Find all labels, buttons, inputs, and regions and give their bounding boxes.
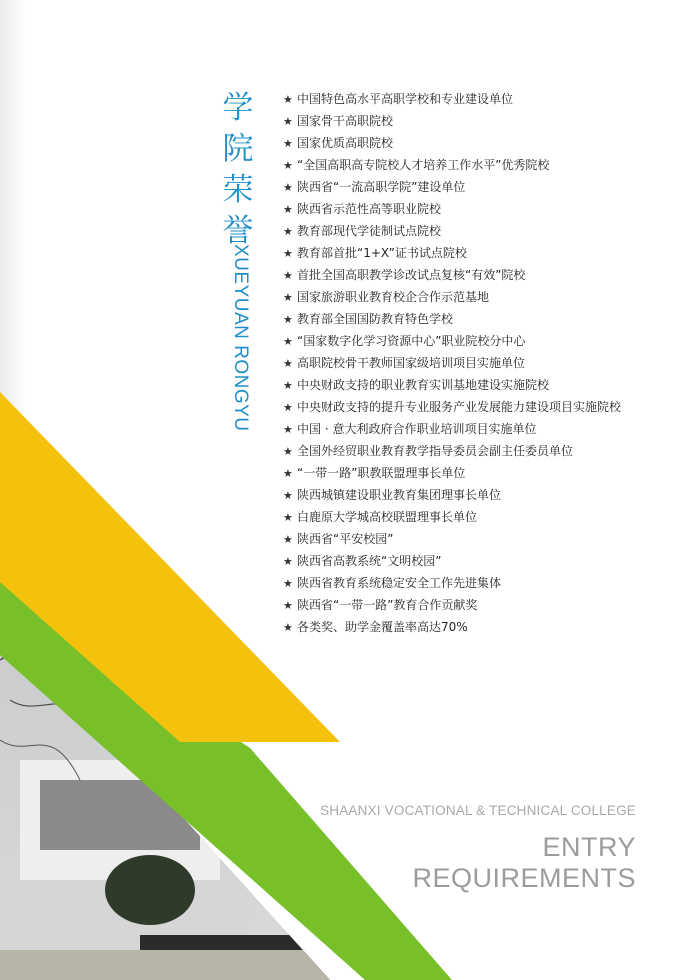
star-icon: ★	[283, 181, 293, 194]
honor-item	[283, 506, 693, 528]
honor-item	[283, 198, 693, 220]
honor-text: 陕西省“一带一路”教育合作贡献奖	[297, 598, 478, 612]
honor-item	[283, 132, 693, 154]
footer	[320, 803, 636, 894]
star-icon: ★	[283, 291, 293, 304]
star-icon: ★	[283, 577, 293, 590]
honor-text: 陕西城镇建设职业教育集团理事长单位	[297, 488, 502, 502]
star-icon: ★	[283, 599, 293, 612]
honor-item	[283, 352, 693, 374]
honor-item	[283, 594, 693, 616]
honor-text: 教育部全国国防教育特色学校	[297, 312, 454, 326]
honor-text: 陕西省“平安校园”	[297, 532, 394, 546]
honor-item	[283, 462, 693, 484]
title-char: 院	[222, 131, 254, 167]
star-icon: ★	[283, 379, 293, 392]
star-icon: ★	[283, 159, 293, 172]
star-icon: ★	[283, 511, 293, 524]
honor-item	[283, 176, 693, 198]
honor-text: 国家骨干高职院校	[297, 114, 394, 128]
honor-text: 教育部现代学徒制试点院校	[297, 224, 442, 238]
honor-item	[283, 286, 693, 308]
honor-item	[283, 484, 693, 506]
entry-requirements-heading	[320, 832, 636, 894]
requirements-line: REQUIREMENTS	[412, 863, 636, 893]
honor-item	[283, 110, 693, 132]
honor-text: 中国特色高水平高职学校和专业建设单位	[297, 92, 514, 106]
honor-item	[283, 572, 693, 594]
star-icon: ★	[283, 335, 293, 348]
honor-item	[283, 308, 693, 330]
star-icon: ★	[283, 445, 293, 458]
honor-text: 国家优质高职院校	[297, 136, 394, 150]
honor-text: “国家数字化学习资源中心”职业院校分中心	[297, 334, 526, 348]
star-icon: ★	[283, 137, 293, 150]
star-icon: ★	[283, 489, 293, 502]
honor-item	[283, 418, 693, 440]
honor-text: 陕西省示范性高等职业院校	[297, 202, 442, 216]
honor-text: 陕西省高教系统“文明校园”	[297, 554, 442, 568]
entry-line: ENTRY	[542, 832, 636, 862]
title-chinese	[218, 88, 258, 252]
honor-item	[283, 220, 693, 242]
star-icon: ★	[283, 533, 293, 546]
star-icon: ★	[283, 401, 293, 414]
honor-item	[283, 440, 693, 462]
title-char: 荣	[222, 172, 254, 208]
honor-text: 白鹿原大学城高校联盟理事长单位	[297, 510, 478, 524]
honor-text: 各类奖、助学金覆盖率高达70%	[297, 620, 468, 634]
honor-item	[283, 330, 693, 352]
star-icon: ★	[283, 115, 293, 128]
honor-item	[283, 88, 693, 110]
honor-text: 教育部首批“1+X”证书试点院校	[297, 246, 467, 260]
honor-text: 中央财政支持的职业教育实训基地建设实施院校	[297, 378, 550, 392]
honor-text: 首批全国高职教学诊改试点复核“有效”院校	[297, 268, 526, 282]
honor-text: 陕西省“一流高职学院”建设单位	[297, 180, 466, 194]
star-icon: ★	[283, 247, 293, 260]
star-icon: ★	[283, 467, 293, 480]
college-name: SHAANXI VOCATIONAL & TECHNICAL COLLEGE	[320, 803, 636, 818]
star-icon: ★	[283, 313, 293, 326]
star-icon: ★	[283, 357, 293, 370]
honor-item	[283, 242, 693, 264]
honor-text: 中央财政支持的提升专业服务产业发展能力建设项目实施院校	[297, 400, 622, 414]
honor-text: “全国高职高专院校人才培养工作水平”优秀院校	[297, 158, 550, 172]
honor-item	[283, 396, 693, 418]
honor-item	[283, 616, 693, 638]
honor-text: 全国外经贸职业教育教学指导委员会副主任委员单位	[297, 444, 574, 458]
honor-item	[283, 374, 693, 396]
star-icon: ★	[283, 93, 293, 106]
title-char: 誉	[222, 213, 254, 249]
title-pinyin: XUEYUAN RONGYU	[230, 244, 251, 432]
honor-item	[283, 154, 693, 176]
honor-text: 中国 · 意大利政府合作职业培训项目实施单位	[297, 422, 537, 436]
title-char: 学	[222, 90, 254, 126]
star-icon: ★	[283, 269, 293, 282]
honor-item	[283, 528, 693, 550]
honor-text: 陕西省教育系统稳定安全工作先进集体	[297, 576, 502, 590]
honor-text: 高职院校骨干教师国家级培训项目实施单位	[297, 356, 526, 370]
star-icon: ★	[283, 203, 293, 216]
honor-item	[283, 264, 693, 286]
star-icon: ★	[283, 225, 293, 238]
star-icon: ★	[283, 423, 293, 436]
star-icon: ★	[283, 621, 293, 634]
honor-text: “一带一路”职教联盟理事长单位	[297, 466, 466, 480]
honor-text: 国家旅游职业教育校企合作示范基地	[297, 290, 490, 304]
honor-item	[283, 550, 693, 572]
star-icon: ★	[283, 555, 293, 568]
honors-list	[283, 88, 693, 638]
